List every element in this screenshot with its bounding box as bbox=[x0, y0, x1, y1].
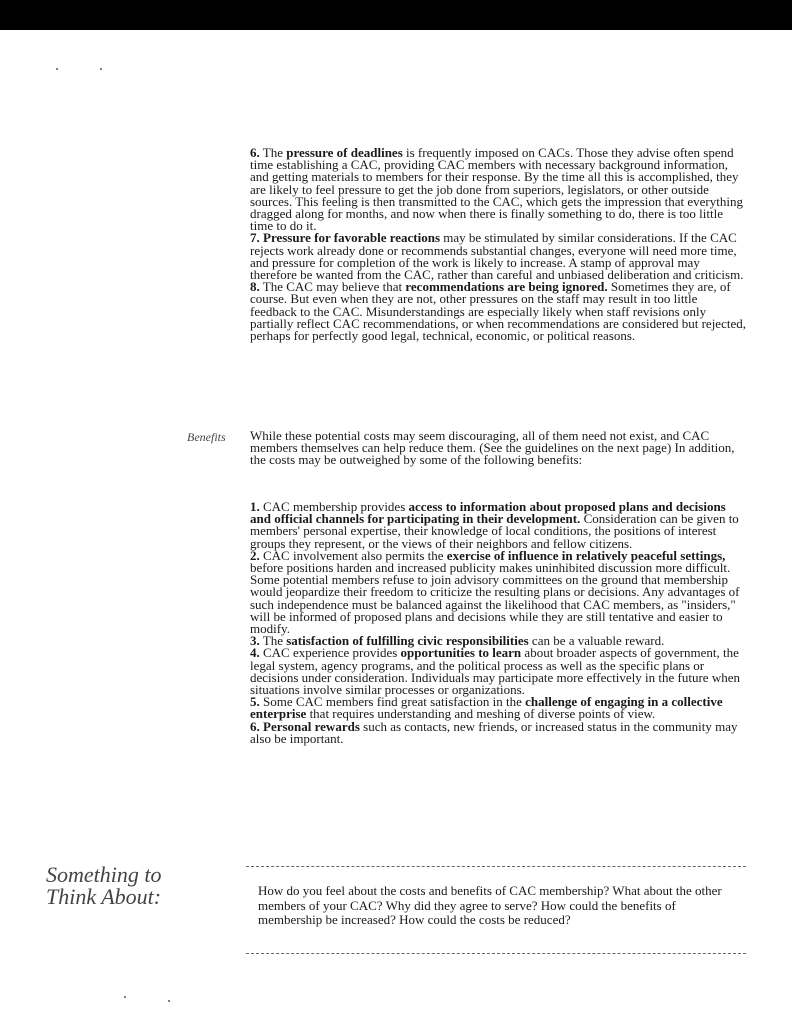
think-bottom-rule bbox=[246, 953, 746, 954]
item-number: 8. bbox=[250, 279, 260, 295]
item-number: 2. bbox=[250, 547, 260, 563]
benefit-item-2 bbox=[250, 547, 746, 637]
item-text: CAC membership provides bbox=[263, 499, 409, 514]
item-text: Sometimes they are, of course. But even when they are not, other pressures on the staff may result in too little feedback to the CAC. Misunderstandings are especially likely when staff revisions only partially reflect CAC recommendations, or when recommendations are considered but rejected, perhaps for perfectly good legal, technical, economic, or political reasons. bbox=[250, 279, 746, 344]
scan-top-border bbox=[0, 0, 792, 30]
item-text: before positions harden and increased publicity makes uninhibited discussion more difficult. Some potential members refuse to join advisory committees on the ground that membership would jeopardize their freedom to criticize the resulting plans or decisions. Any advantages of such independence must be balanced against the likelihood that CAC members, as "insiders," will be informed of proposed plans and decisions while they are still tentative and easier to modify. bbox=[250, 560, 740, 637]
item-number: 6. bbox=[250, 145, 260, 160]
item-number: 3. bbox=[250, 633, 260, 649]
item-text: The bbox=[262, 633, 287, 649]
scan-speck bbox=[124, 996, 126, 998]
item-text: The CAC may believe that bbox=[262, 279, 406, 295]
think-questions: How do you feel about the costs and benefits of CAC membership? What about the other members of your CAC? Why did they agree to serve? How could the benefits of membership be increased? How could the costs be reduced? bbox=[258, 883, 722, 928]
think-heading-line: Something to bbox=[46, 862, 162, 887]
item-number: 7. bbox=[250, 230, 260, 246]
item-emphasis: pressure of deadlines bbox=[286, 145, 403, 160]
item-number: 6. bbox=[250, 718, 260, 734]
costs-list bbox=[250, 147, 746, 342]
item-emphasis: recommendations are being ignored. bbox=[405, 279, 608, 295]
item-text: The bbox=[262, 145, 287, 160]
benefit-item-1 bbox=[250, 501, 746, 550]
item-text: is frequently imposed on CACs. Those they advise often spend time establishing a CAC, providing CAC members with necessary background information, and getting materials to members for their response. By the time all this is accomplished, they are likely to feel pressure to get the job done from superiors, legislators, or other outside sources. This feeling is then transmitted to the CAC, which gets the impression that everything dragged along for months, and now when there is finally something to do, there is too little time to do it. bbox=[250, 145, 743, 234]
benefit-item-6 bbox=[250, 718, 746, 746]
item-emphasis: Pressure for favorable reactions bbox=[263, 230, 441, 246]
item-emphasis: challenge of engaging in a collective enterprise bbox=[250, 694, 723, 722]
cost-item-8 bbox=[250, 281, 746, 342]
scan-speck bbox=[56, 68, 58, 70]
item-emphasis: opportunities to learn bbox=[400, 645, 522, 661]
item-emphasis: exercise of influence in relatively peaceful settings, bbox=[446, 547, 726, 563]
benefits-intro: While these potential costs may seem discouraging, all of them need not exist, and CAC members themselves can help reduce them. (See the guidelines on the next page) In addition, the costs may be outweighed by some of the following benefits: bbox=[250, 428, 735, 468]
item-emphasis: access to information about proposed plans and decisions and official channels for participating in their development. bbox=[250, 499, 726, 527]
item-text: Consideration can be given to members' personal expertise, their knowledge of local conditions, the positions of interest groups they represent, or the views of their neighbors and fellow citizens. bbox=[250, 511, 739, 551]
benefit-item-4 bbox=[250, 647, 746, 696]
think-top-rule bbox=[246, 866, 746, 867]
cost-item-7 bbox=[250, 232, 746, 281]
think-heading-line: Think About: bbox=[46, 884, 162, 909]
item-emphasis: Personal rewards bbox=[263, 718, 360, 734]
item-text: Some CAC members find great satisfaction in the bbox=[263, 694, 526, 710]
benefits-side-label: Benefits bbox=[187, 430, 226, 444]
item-number: 4. bbox=[250, 645, 260, 661]
scan-speck bbox=[168, 1000, 170, 1002]
item-text: about broader aspects of government, the legal system, agency programs, and the political process as well as the specific plans or decisions under consideration. Individuals may participate more effectively in the future when situations involve similar processes or organizations. bbox=[250, 645, 740, 698]
item-text: can be a valuable reward. bbox=[528, 633, 665, 649]
item-text: may be stimulated by similar considerations. If the CAC rejects work already done or recommends substantial changes, everyone will need more time, and pressure for completion of the work is likely to increase. A stamp of approval may therefore be wanted from the CAC, rather than careful and unbiased deliberation and criticism. bbox=[250, 230, 744, 283]
item-number: 1. bbox=[250, 499, 260, 514]
item-text: that requires understanding and meshing of diverse points of view. bbox=[306, 706, 656, 722]
item-text: CAC involvement also permits the bbox=[263, 547, 447, 563]
item-text: such as contacts, new friends, or increased status in the community may also be important. bbox=[250, 718, 738, 746]
item-text: CAC experience provides bbox=[263, 645, 401, 661]
benefits-list bbox=[250, 501, 746, 745]
think-heading bbox=[46, 864, 162, 908]
scan-speck bbox=[100, 68, 102, 70]
benefit-item-5 bbox=[250, 696, 746, 720]
item-number: 5. bbox=[250, 694, 260, 710]
item-emphasis: satisfaction of fulfilling civic responsibilities bbox=[286, 633, 529, 649]
cost-item-6 bbox=[250, 147, 746, 232]
